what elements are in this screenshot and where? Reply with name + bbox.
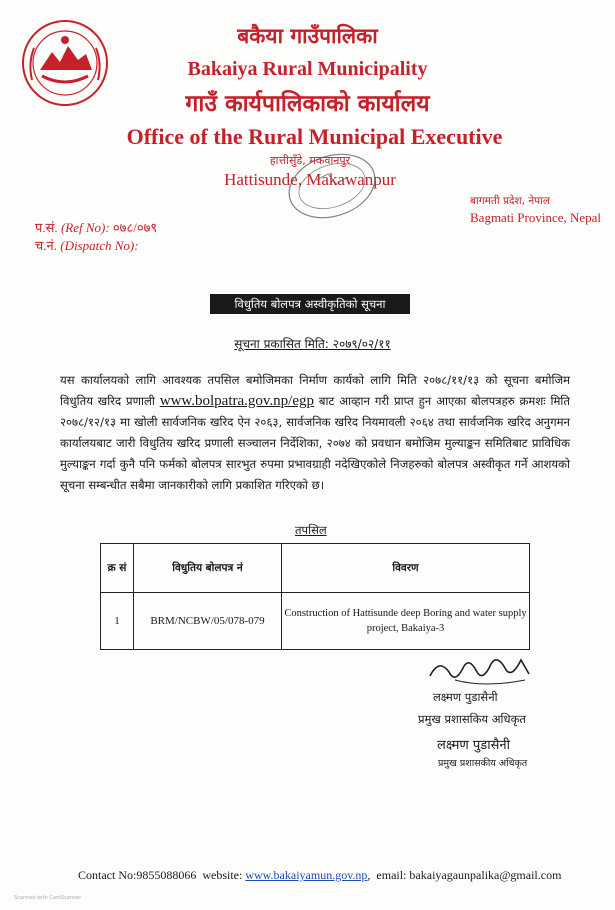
dispatch-label-en: (Dispatch No): xyxy=(60,238,139,253)
tapasil-heading: तपसिल xyxy=(295,523,327,537)
col-bid-no: विधुतिय बोलपत्र नं xyxy=(134,544,282,593)
dispatch-number xyxy=(35,236,139,254)
contact-number: 9855088066 xyxy=(136,868,197,882)
place-np: हात्तीसुँडे, मकवानपुर xyxy=(269,154,351,167)
bolpatra-link[interactable]: www.bolpatra.gov.np/egp xyxy=(159,393,315,409)
published-date: सूचना प्रकासित मिति: २०७९/०२/११ xyxy=(234,337,391,351)
website-label: website: xyxy=(202,868,243,882)
notice-body-part1: यस कार्यालयको लागि आवश्यक तपसिल बमोजिमका निर्माण कार्यको लागि मिति २०७८/११/१३ को सूचना बमोजिम विधुतिय खरिद प्रणाली xyxy=(60,373,570,408)
col-sn: क्र सं xyxy=(101,544,134,593)
stamp-name: लक्ष्मण पुडासैनी xyxy=(437,738,510,753)
signatory-name: लक्ष्मण पुडासैनी xyxy=(433,690,498,704)
office-name-np: गाउँ कार्यपालिकाको कार्यालय xyxy=(185,91,430,117)
ref-number xyxy=(35,218,157,236)
signatory-title: प्रमुख प्रशासकिय अधिकृत xyxy=(418,712,526,726)
province-np: बागमती प्रदेश, नेपाल xyxy=(470,195,550,207)
cell-description: Construction of Hattisunde deep Boring and water supply project, Bakaiya-3 xyxy=(282,593,530,650)
footer-contact: Contact No:9855088066 website: www.bakaiyamun.gov.np, email: bakaiyagaunpalika@gmail.com xyxy=(78,868,562,882)
place-en: Hattisunde, Makawanpur xyxy=(224,170,396,189)
notice-body xyxy=(60,370,570,496)
scan-watermark: Scanned with CamScanner xyxy=(14,895,82,901)
province-en: Bagmati Province, Nepal xyxy=(470,210,602,225)
office-stamp xyxy=(272,150,380,220)
notice-body-part2: बाट आव्हान गरी प्राप्त हुन आएका बोलपत्रहरु क्रमशः मिति २०७८/१२/१३ मा खोली सार्वजनिक खरिद ऐन २०६३, सार्वजनिक खरिद नियमावली २०६४ तथा सार्वजनिक खरिद अनुगमन कार्यालयबाट जारी विधुतिय खरिद प्रणाली सञ्चालन निर्देशिका, २०७४ को प्रवधान बमोजिम मुल्याङ्कन समितिबाट प्राविधिक मुल्याङ्कन गर्दा कुनै पनि फर्मको बोलपत्र सारभुत रुपमा प्रभावग्राही नदेखिएकोले निजहरुको बोलपत्र अस्वीकृत गर्ने आशयको सूचना सम्बन्धीत सबैमा जानकारीको लागि प्रकाशित गरिएको छ। xyxy=(60,394,571,492)
bid-table xyxy=(100,543,530,650)
website-link[interactable]: www.bakaiyamun.gov.np xyxy=(245,868,368,882)
email-link[interactable]: bakaiyagaunpalika@gmail.com xyxy=(409,868,562,882)
municipality-name-np: बकैया गाउँपालिका xyxy=(237,24,378,48)
dispatch-label-np: च.नं. xyxy=(35,238,57,253)
cell-sn: 1 xyxy=(101,593,134,650)
municipality-name-en: Bakaiya Rural Municipality xyxy=(187,58,428,80)
ref-value: ०७८/०७९ xyxy=(112,220,158,235)
office-name-en: Office of the Rural Municipal Executive xyxy=(126,124,503,149)
table-header-row xyxy=(101,544,530,593)
contact-label: Contact No: xyxy=(78,868,137,882)
ref-label-en: (Ref No): xyxy=(60,220,110,235)
table-row xyxy=(101,593,530,650)
col-description: विवरण xyxy=(282,544,530,593)
handwritten-signature xyxy=(425,650,535,690)
email-label: email: xyxy=(376,868,407,882)
stamp-title: प्रमुख प्रशासकीय अधिकृत xyxy=(438,758,528,769)
ref-label-np: प.सं. xyxy=(35,220,58,235)
notice-title: विधुतिय बोलपत्र अस्वीकृतिको सूचना xyxy=(210,294,410,314)
cell-bid-no: BRM/NCBW/05/078-079 xyxy=(134,593,282,650)
